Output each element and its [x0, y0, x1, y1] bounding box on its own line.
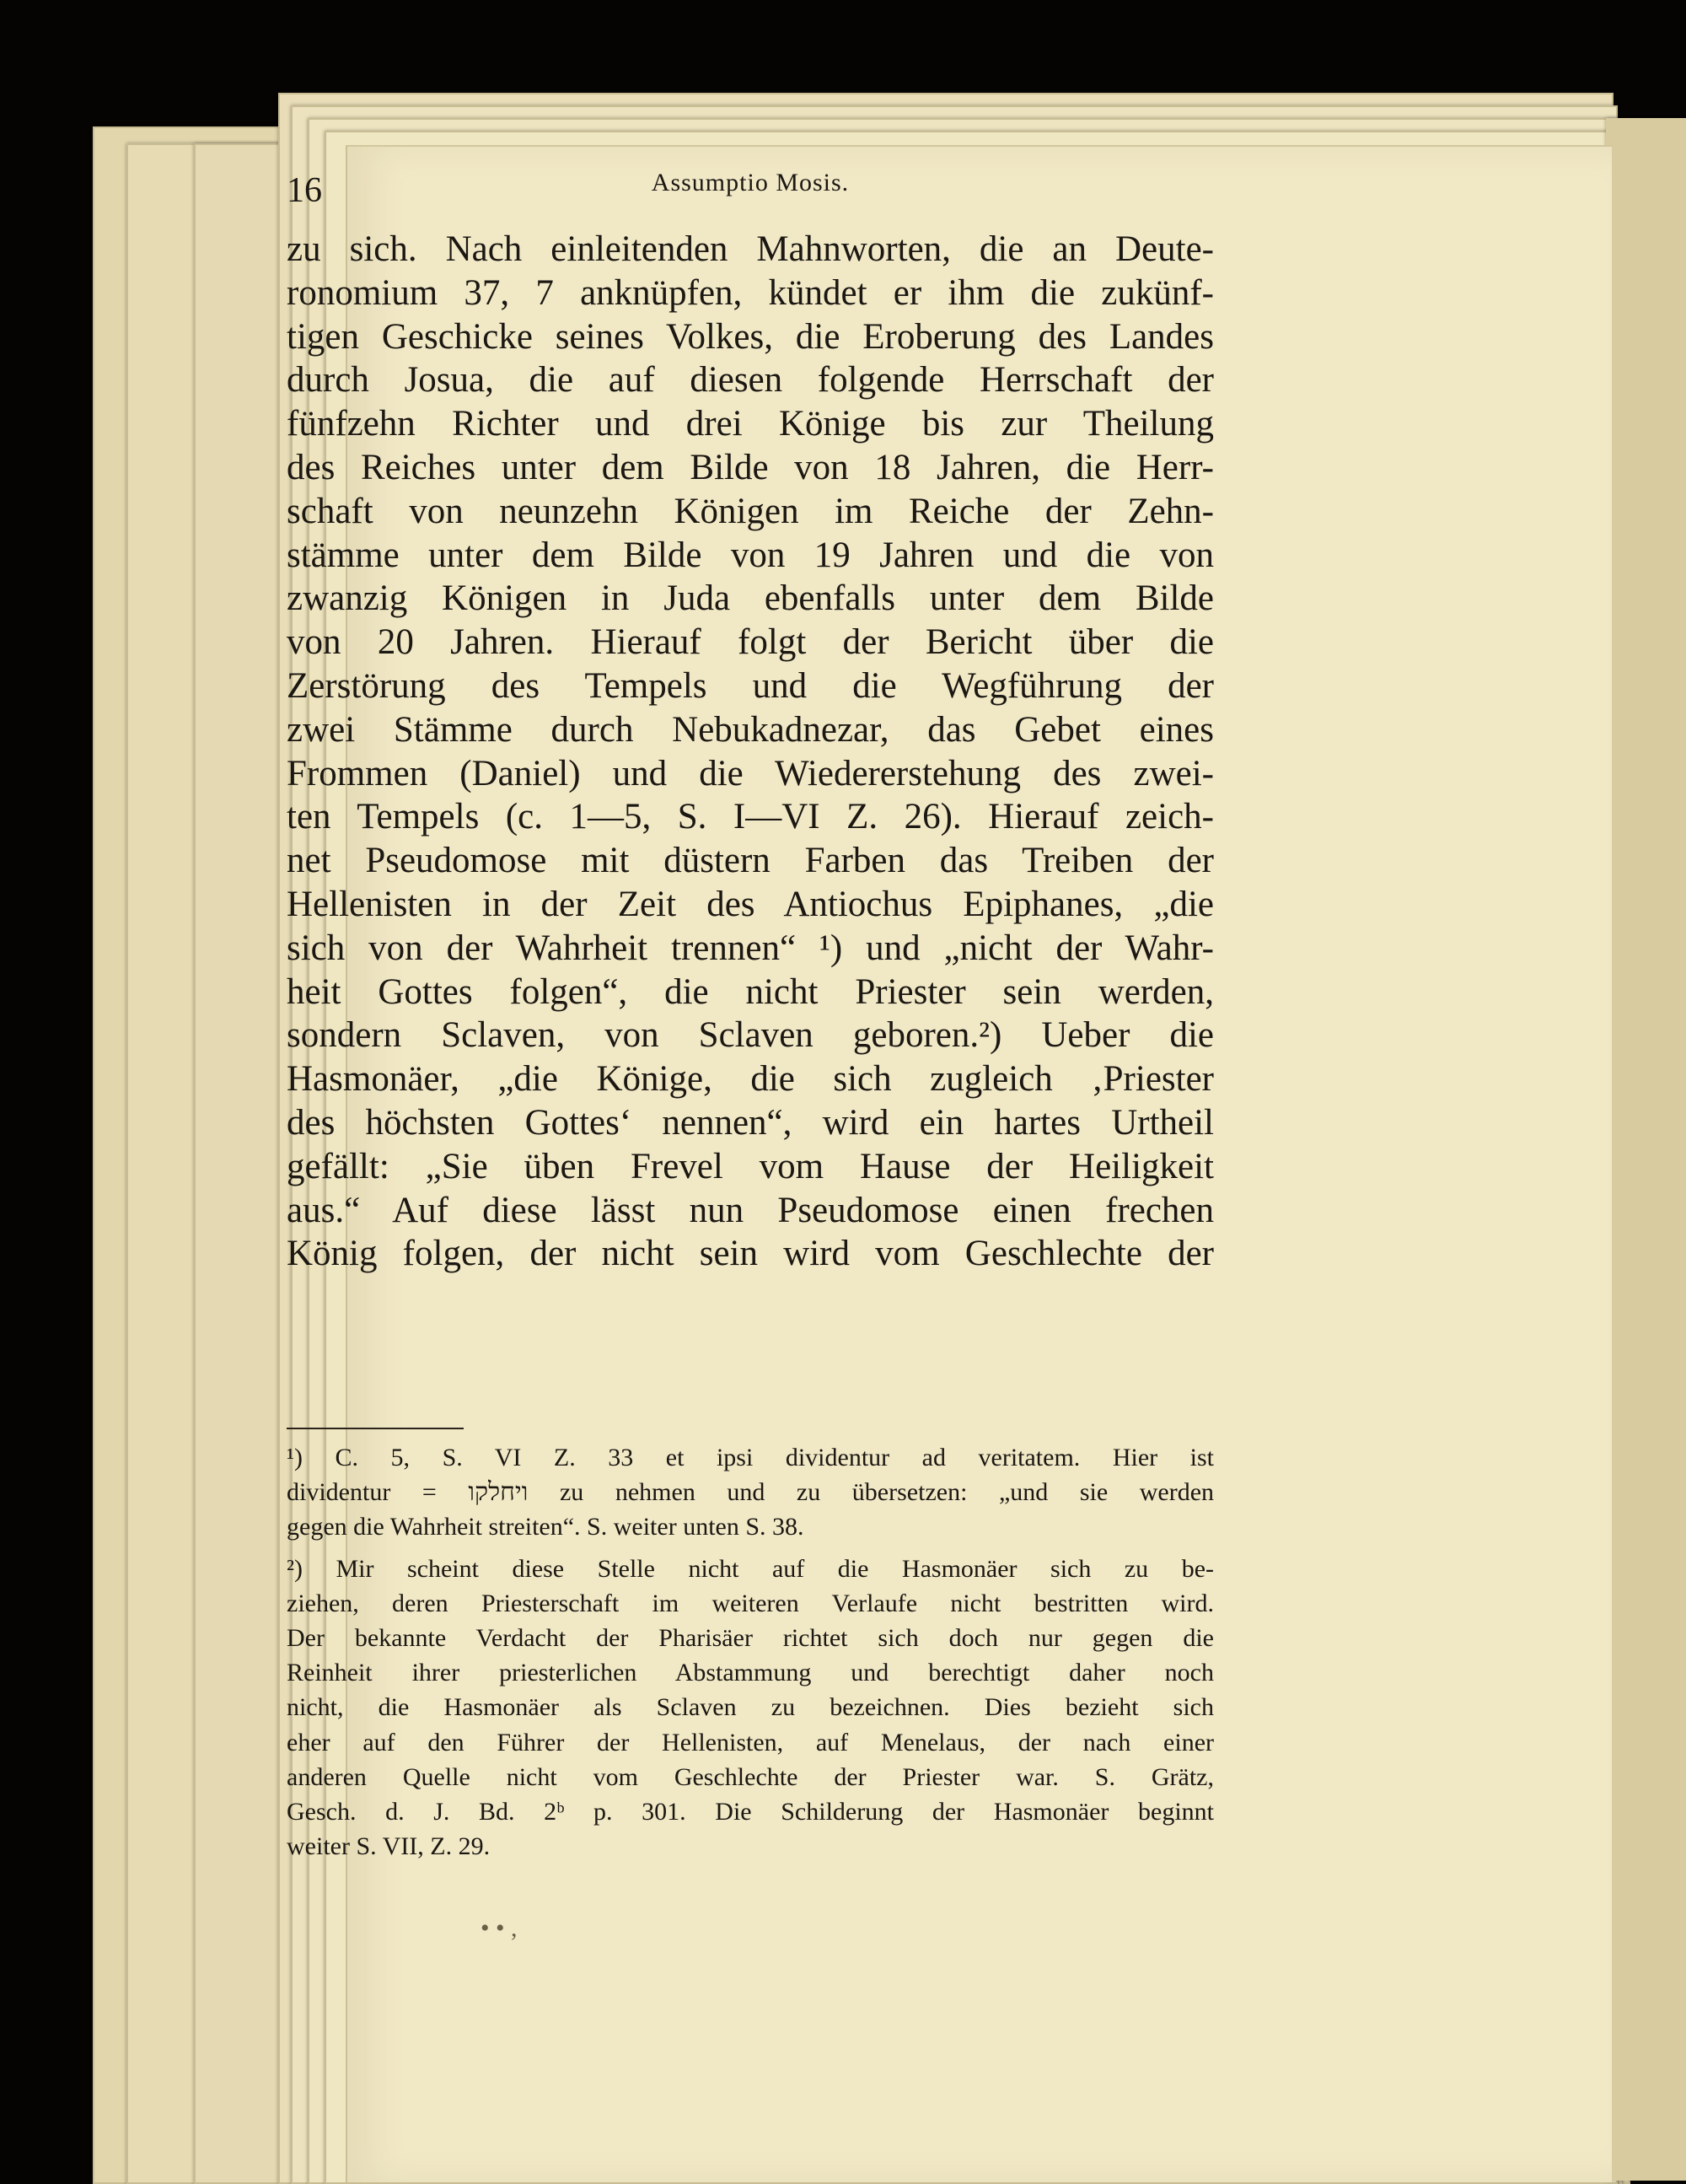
text-line: zwanzig Königen in Juda ebenfalls unter dem Bilde [287, 578, 1214, 619]
text-line: tigen Geschicke seines Volkes, die Eroberung des Landes [287, 316, 1214, 357]
text-line: Zerstörung des Tempels und die Wegführung der [287, 665, 1214, 706]
footnote-line: nicht, die Hasmonäer als Sclaven zu bezeichnen. Dies bezieht sich [287, 1693, 1214, 1722]
footnote-line: Der bekannte Verdacht der Pharisäer richtet sich doch nur gegen die [287, 1623, 1214, 1652]
text-line: fünfzehn Richter und drei Könige bis zur Theilung [287, 404, 1214, 444]
text-line: durch Josua, die auf diesen folgende Herrschaft der [287, 360, 1214, 401]
running-title: Assumptio Mosis. [651, 169, 850, 196]
ink-specks: • • , [481, 1914, 518, 1942]
text-line: aus.“ Auf diese lässt nun Pseudomose einen frechen [287, 1190, 1214, 1230]
footnote-line: dividentur = ויחלקו zu nehmen und zu übersetzen: „und sie werden [287, 1478, 1215, 1507]
text-line: sondern Sclaven, von Sclaven geboren.²) Ueber die [287, 1015, 1214, 1056]
text-line: ronomium 37, 7 anknüpfen, kündet er ihm die zukünf- [287, 272, 1214, 313]
page-number: 16 [287, 171, 322, 210]
main-text [287, 228, 1214, 1276]
text-line: gefällt: „Sie üben Frevel vom Hause der Heiligkeit [287, 1146, 1214, 1186]
text-line: Frommen (Daniel) und die Wiedererstehung des zwei- [287, 753, 1214, 793]
text-line: zu sich. Nach einleitenden Mahnworten, die an Deute- [287, 229, 1214, 269]
text-line: von 20 Jahren. Hierauf folgt der Bericht über die [287, 622, 1214, 663]
text-line: net Pseudomose mit düstern Farben das Treiben der [287, 841, 1214, 881]
footnote-line: anderen Quelle nicht vom Geschlechte der Priester war. S. Grätz, [287, 1762, 1214, 1791]
footnote-line: ²) Mir scheint diese Stelle nicht auf die Hasmonäer sich zu be- [287, 1554, 1214, 1583]
text-line: Hasmonäer, „die Könige, die sich zugleich ‚Priester [287, 1059, 1214, 1100]
footnote-line: ¹) C. 5, S. VI Z. 33 et ipsi dividentur ad veritatem. Hier ist [287, 1444, 1214, 1471]
text-line: Hellenisten in der Zeit des Antiochus Epiphanes, „die [287, 884, 1214, 924]
facing-page-edge [1606, 118, 1686, 2181]
footnote-2 [287, 1552, 1214, 1864]
footnote-line: Gesch. d. J. Bd. 2ᵇ p. 301. Die Schilderung der Hasmonäer beginnt [287, 1797, 1214, 1826]
text-line: des höchsten Gottes‘ nennen“, wird ein hartes Urtheil [287, 1102, 1214, 1143]
text-line: stämme unter dem Bilde von 19 Jahren und die von [287, 535, 1214, 575]
footnote-line: weiter S. VII, Z. 29. [287, 1832, 491, 1861]
text-line: zwei Stämme durch Nebukadnezar, das Gebet eines [287, 709, 1214, 750]
footnote-line: Reinheit ihrer priesterlichen Abstammung und berechtigt daher noch [287, 1659, 1214, 1687]
footnote-1 [287, 1440, 1214, 1545]
footnote-line: ziehen, deren Priesterschaft im weiteren Verlaufe nicht bestritten wird. [287, 1589, 1214, 1617]
text-line: ten Tempels (c. 1—5, S. I—VI Z. 26). Hierauf zeich- [287, 797, 1214, 837]
footnote-line: eher auf den Führer der Hellenisten, auf Menelaus, der nach einer [287, 1728, 1214, 1756]
footnote-divider [287, 1428, 464, 1429]
text-line: sich von der Wahrheit trennen“ ¹) und „nicht der Wahr- [287, 928, 1214, 968]
footnotes [287, 1440, 1214, 1864]
page-header [287, 160, 1214, 211]
footnote-line: gegen die Wahrheit streiten“. S. weiter unten S. 38. [287, 1513, 804, 1541]
text-line: heit Gottes folgen“, die nicht Priester sein werden, [287, 971, 1214, 1012]
text-line: des Reiches unter dem Bilde von 18 Jahren, die Herr- [287, 447, 1214, 487]
text-line: schaft von neunzehn Königen im Reiche der Zehn- [287, 491, 1214, 531]
text-line: König folgen, der nicht sein wird vom Geschlechte der [287, 1234, 1214, 1274]
